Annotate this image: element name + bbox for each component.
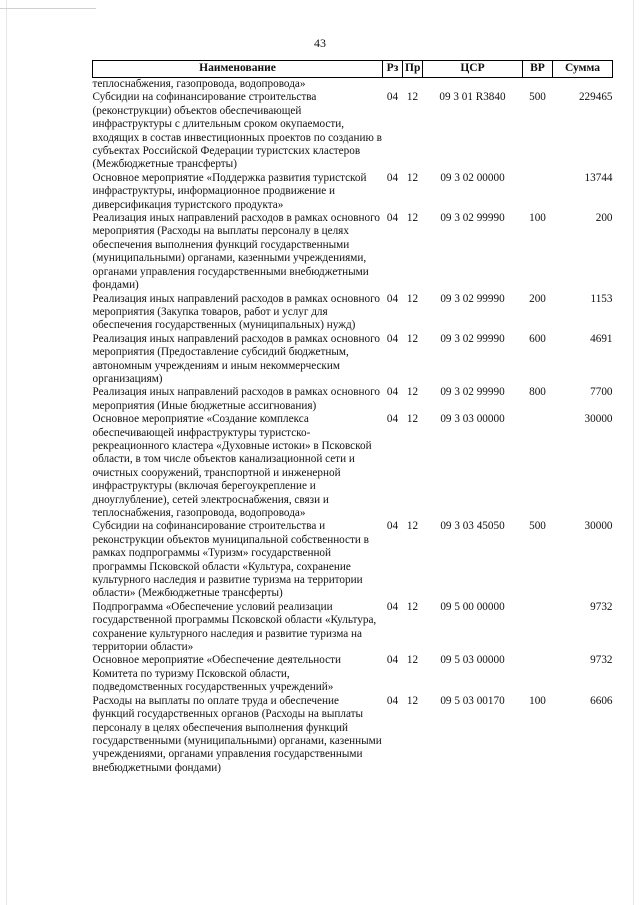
table-header-row	[93, 61, 613, 78]
cell-csr: 09 5 03 00170	[440, 694, 505, 707]
cell-name: Субсидии на софинансирование строительства и реконструкции объектов муниципальной собственности в рамках подпрограммы «Туризм» государственной программы Псковской области «Культура, сохранение культурного наследия и развитие туризма на территории области» (Межбюджетные трансферты)	[92, 520, 369, 600]
cell-sum: 1153	[590, 292, 613, 305]
cell-name: Основное мероприятие «Поддержка развития туристской инфраструктуры, информационное продвижение и диверсификация туристского продукта»	[92, 171, 367, 211]
table-row	[93, 333, 613, 387]
cell-rz: 04	[386, 413, 399, 426]
cell-vr: 100	[529, 694, 546, 707]
cell-pr	[403, 78, 423, 92]
cell-name: Основное мероприятие «Создание комплекса обеспечивающей инфраструктуры туристско-рекреационного кластера «Духовные истоки» в Псковской области, в том числе объектов канализационной сети и очистных сооружений, транспортной и инженерной инфраструктуры (включая берегоукрепление и дноуглубление), сетей электроснабжения, связи и теплоснабжения, газопровода, водопровода»	[92, 413, 372, 519]
cell-pr: 12	[406, 413, 419, 426]
table-row	[93, 695, 613, 775]
cell-pr: 12	[406, 292, 419, 305]
page-number: 43	[314, 36, 326, 50]
cell-sum: 4691	[590, 332, 613, 345]
cell-rz	[383, 78, 403, 92]
table-row	[93, 413, 613, 520]
table-row	[93, 212, 613, 292]
cell-sum: 7700	[590, 386, 613, 399]
scan-mark	[0, 8, 96, 9]
cell-csr: 09 3 03 45050	[440, 520, 505, 533]
cell-csr: 09 3 02 99990	[440, 332, 505, 345]
column-header-vr: ВР	[523, 61, 553, 78]
cell-pr: 12	[406, 91, 419, 104]
column-header-rz: Рз	[383, 61, 403, 78]
cell-rz: 04	[386, 212, 399, 225]
cell-sum: 13744	[584, 171, 613, 184]
cell-rz: 04	[386, 654, 399, 667]
cell-vr: 100	[529, 212, 546, 225]
cell-name: Реализация иных направлений расходов в рамках основного мероприятия (Иные бюджетные ассигнования)	[92, 386, 380, 412]
cell-name: Расходы на выплаты по оплате труда и обеспечение функций государственных органов (Расходы на выплаты персоналу в целях обеспечения выполнения функций государственными (муниципальными) органами, казенными учреждениями, органами управления государственными внебюджетными фондами)	[92, 694, 382, 774]
table-row	[93, 172, 613, 212]
cell-vr	[523, 654, 553, 694]
table-row	[93, 520, 613, 600]
cell-sum: 9732	[590, 654, 613, 667]
cell-name: Реализация иных направлений расходов в рамках основного мероприятия (Закупка товаров, работ и услуг для обеспечения государственных (муниципальных) нужд)	[92, 292, 380, 332]
cell-csr: 09 5 00 00000	[440, 600, 505, 613]
cell-vr: 600	[529, 332, 546, 345]
scan-edge-left	[6, 0, 7, 905]
cell-vr	[523, 172, 553, 212]
cell-csr: 09 3 02 99990	[440, 292, 505, 305]
column-header-sum: Сумма	[553, 61, 613, 78]
cell-pr: 12	[406, 694, 419, 707]
cell-name: Реализация иных направлений расходов в рамках основного мероприятия (Предоставление субсидий бюджетным, автономным учреждениям и иным некоммерческим организациям)	[92, 332, 380, 385]
cell-rz: 04	[386, 171, 399, 184]
cell-sum: 200	[595, 212, 613, 225]
table-row	[93, 293, 613, 333]
cell-name: теплоснабжения, газопровода, водопровода»	[92, 78, 306, 90]
cell-rz: 04	[386, 386, 399, 399]
cell-rz: 04	[386, 520, 399, 533]
cell-pr: 12	[406, 332, 419, 345]
column-header-csr: ЦСР	[423, 61, 523, 78]
table-body	[93, 78, 613, 776]
cell-rz: 04	[386, 694, 399, 707]
cell-sum: 6606	[590, 694, 613, 707]
cell-sum: 30000	[584, 413, 613, 426]
table-row	[93, 601, 613, 655]
cell-pr: 12	[406, 654, 419, 667]
cell-pr: 12	[406, 212, 419, 225]
cell-rz: 04	[386, 91, 399, 104]
cell-vr	[523, 413, 553, 520]
cell-vr: 800	[529, 386, 546, 399]
cell-vr: 200	[529, 292, 546, 305]
scan-edge-right	[633, 0, 634, 905]
cell-csr: 09 3 01 R3840	[439, 91, 506, 104]
cell-vr: 500	[529, 520, 546, 533]
cell-sum: 229465	[578, 91, 613, 104]
cell-name: Подпрограмма «Обеспечение условий реализации государственной программы Псковской области «Культура, сохранение культурного наследия и развитие туризма на территории области»	[92, 600, 377, 654]
cell-csr	[423, 78, 523, 92]
cell-pr: 12	[406, 386, 419, 399]
cell-rz: 04	[386, 332, 399, 345]
cell-pr: 12	[406, 171, 419, 184]
cell-pr: 12	[406, 520, 419, 533]
cell-name: Реализация иных направлений расходов в рамках основного мероприятия (Расходы на выплаты персоналу в целях обеспечения выполнения функций государственными (муниципальными) органами, казенными учреждениями, органами управления государственными внебюджетными фондами)	[92, 212, 380, 292]
cell-csr: 09 3 03 00000	[440, 413, 505, 426]
cell-vr: 500	[529, 91, 546, 104]
cell-sum: 30000	[584, 520, 613, 533]
cell-csr: 09 3 02 99990	[440, 386, 505, 399]
cell-csr: 09 3 02 00000	[440, 171, 505, 184]
table-row	[93, 654, 613, 694]
budget-table	[92, 60, 613, 775]
cell-csr: 09 5 03 00000	[440, 654, 505, 667]
cell-pr: 12	[406, 600, 419, 613]
column-header-pr: Пр	[403, 61, 423, 78]
cell-rz: 04	[386, 600, 399, 613]
table-row	[93, 386, 613, 413]
cell-sum: 9732	[590, 600, 613, 613]
cell-sum	[553, 78, 613, 92]
table-row	[93, 91, 613, 171]
cell-rz: 04	[386, 292, 399, 305]
table-row	[93, 78, 613, 92]
cell-vr	[523, 78, 553, 92]
cell-name: Основное мероприятие «Обеспечение деятельности Комитета по туризму Псковской области, подведомственных государственных учреждений»	[92, 654, 341, 694]
cell-csr: 09 3 02 99990	[440, 212, 505, 225]
cell-name: Субсидии на софинансирование строительства (реконструкции) объектов обеспечивающей инфраструктуры с длительным сроком окупаемости, входящих в состав инвестиционных проектов по созданию в субъектах Российской Федерации туристских кластеров (Межбюджетные трансферты)	[92, 91, 382, 171]
cell-vr	[523, 601, 553, 655]
column-header-name: Наименование	[93, 61, 383, 78]
